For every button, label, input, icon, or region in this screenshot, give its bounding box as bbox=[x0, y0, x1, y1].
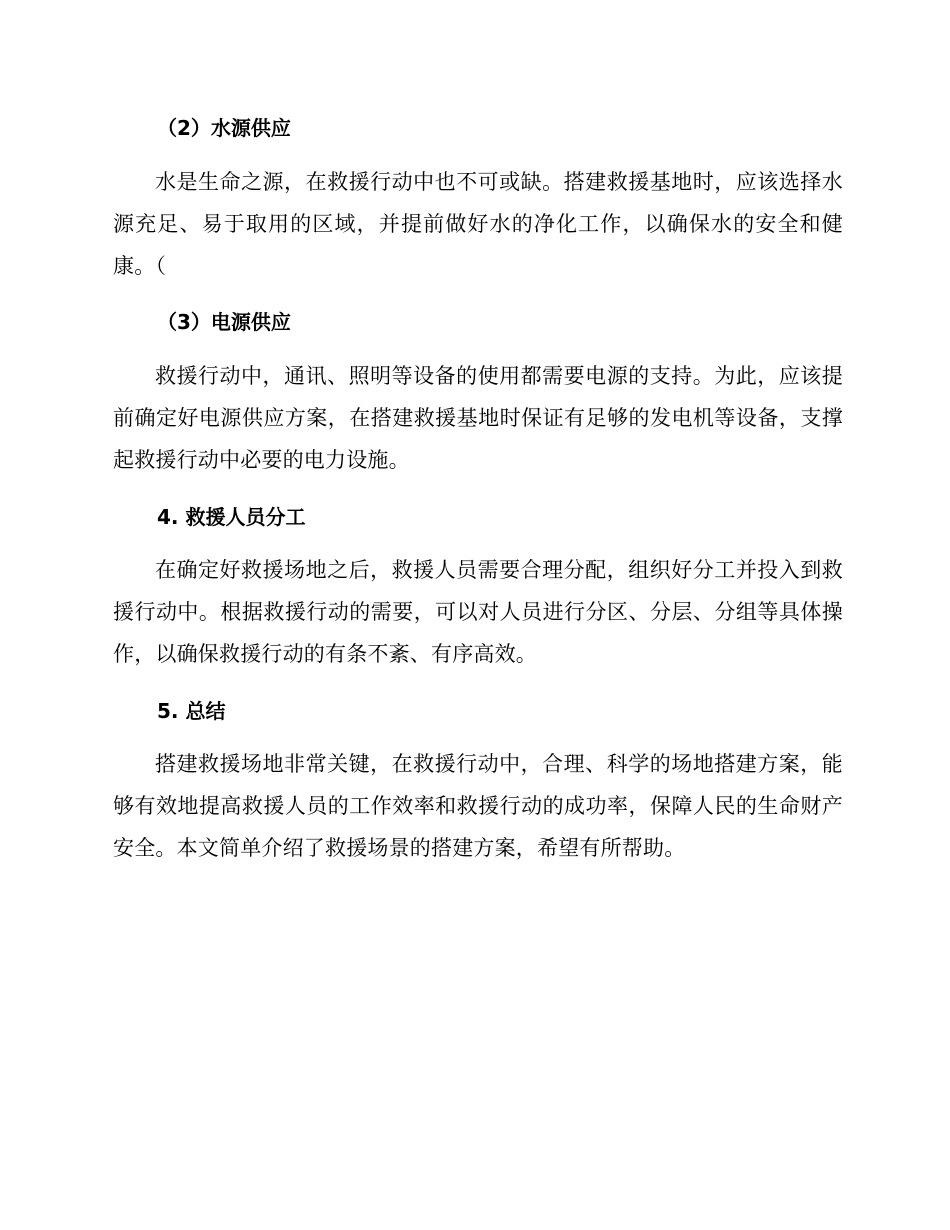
section-paragraph-staff-division: 在确定好救援场地之后，救援人员需要合理分配，组织好分工并投入到救援行动中。根据救援行动的需要，可以对人员进行分区、分层、分组等具体操作，以确保救援行动的有条不紊、有序高效。 bbox=[113, 558, 843, 666]
section-paragraph-power-supply: 救援行动中，通讯、照明等设备的使用都需要电源的支持。为此，应该提前确定好电源供应方案，在搭建救援基地时保证有足够的发电机等设备，支撑起救援行动中必要的电力设施。 bbox=[113, 364, 843, 472]
section-heading-staff-division: 4. 救援人员分工 bbox=[157, 505, 306, 529]
section-paragraph-water-supply: 水是生命之源，在救援行动中也不可或缺。搭建救援基地时，应该选择水源充足、易于取用的区域，并提前做好水的净化工作，以确保水的安全和健康。（ bbox=[113, 170, 843, 278]
section-heading-summary: 5. 总结 bbox=[157, 699, 226, 723]
section-heading-water-supply: （2）水源供应 bbox=[157, 116, 291, 140]
section-heading-power-supply: （3）电源供应 bbox=[157, 310, 291, 334]
section-paragraph-summary: 搭建救援场地非常关键，在救援行动中，合理、科学的场地搭建方案，能够有效地提高救援人员的工作效率和救援行动的成功率，保障人民的生命财产安全。本文简单介绍了救援场景的搭建方案，希望有所帮助。 bbox=[113, 752, 843, 860]
